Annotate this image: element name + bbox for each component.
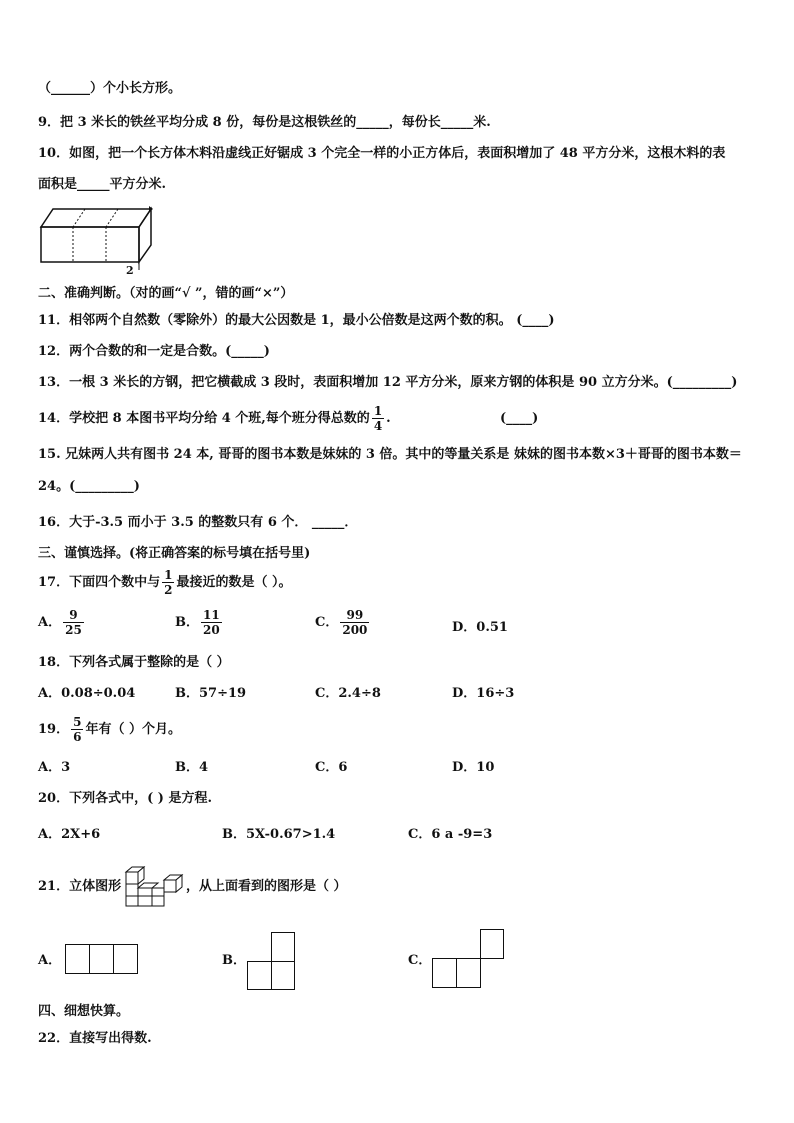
question-10-line2: 面积是_____平方分米. (38, 177, 167, 192)
question-16: 16．大于-3.5 而小于 3.5 的整数只有 6 个． _____． (38, 515, 358, 530)
continued-line: （______）个小长方形。 (38, 81, 182, 96)
q21-c-square-top (480, 929, 504, 959)
q20-option-c[interactable]: C．6 a -9=3 (408, 827, 493, 842)
q17-option-c[interactable]: C． $\frac{99}{200}$ (315, 608, 368, 637)
question-13: 13．一根 3 米长的方钢，把它横截成 3 段时，表面积增加 12 平方分米，原来方钢的体积是 90 立方分米。(_________) (38, 375, 738, 390)
question-19: 19． $\frac{5}{6}$ 年有（ ）个月。 (38, 715, 181, 744)
q19-option-a[interactable]: A．3 (38, 760, 71, 775)
q18-option-c[interactable]: C．2.4÷8 (315, 686, 381, 701)
fraction-five-sixths: $\frac{5}{6}$ (73, 715, 82, 744)
q17-option-b[interactable]: B． $\frac{11}{20}$ (175, 608, 220, 637)
q21-c-square-2 (456, 958, 481, 988)
question-12: 12．两个合数的和一定是合数。(_____) (38, 344, 270, 359)
q21-option-a-label[interactable]: A． (38, 953, 62, 968)
q17-option-d[interactable]: D．0.51 (452, 620, 508, 635)
question-18: 18．下列各式属于整除的是（ ） (38, 655, 230, 670)
q20-option-b[interactable]: B．5X-0.67>1.4 (222, 827, 336, 842)
q21-option-b-label[interactable]: B． (222, 953, 246, 968)
question-14-text: 14．学校把 8 本图书平均分给 4 个班,每个班分得总数的 (38, 411, 370, 426)
question-15-line2: 24。(_________) (38, 479, 140, 494)
fraction-one-quarter: $\frac{1}{4}$ (373, 404, 383, 433)
section-2-heading: 二、准确判断。（对的画“√ ”，错的画“×”） (38, 286, 294, 301)
question-14: 14．学校把 8 本图书平均分给 4 个班,每个班分得总数的 $\frac{1}{4}$ . (38, 404, 391, 433)
q21-a-square-1 (65, 944, 90, 974)
fraction-one-half: $\frac{1}{2}$ (164, 568, 173, 597)
question-14-blank: (____) (500, 411, 539, 426)
question-21-prefix: 21．立体图形 (38, 879, 122, 894)
q18-option-d[interactable]: D．16÷3 (452, 686, 515, 701)
q21-b-square-top (271, 932, 295, 962)
question-21-suffix: ，从上面看到的图形是（ ） (186, 879, 347, 894)
q20-option-a[interactable]: A．2X+6 (38, 827, 101, 842)
question-10-line1: 10．如图，把一个长方体木料沿虚线正好锯成 3 个完全一样的小正方体后，表面积增加了 48 平方分米，这根木料的表 (38, 146, 726, 161)
question-20: 20．下列各式中，( ) 是方程. (38, 791, 212, 806)
question-9: 9．把 3 米长的铁丝平均分成 8 份，每份是这根铁丝的_____，每份长_____米. (38, 115, 491, 130)
q21-b-square-bottom-left (247, 961, 272, 990)
q17-option-a[interactable]: A． $\frac{9}{25}$ (38, 608, 82, 637)
q18-option-b[interactable]: B．57÷19 (175, 686, 247, 701)
question-17: 17．下面四个数中与 $\frac{1}{2}$ 最接近的数是（ ）。 (38, 568, 292, 597)
q21-option-c-label[interactable]: C． (408, 953, 432, 968)
question-11: 11．相邻两个自然数（零除外）的最大公因数是 1，最小公倍数是这两个数的积。 (____) (38, 313, 555, 328)
q19-option-b[interactable]: B．4 (175, 760, 209, 775)
cuboid-figure (38, 203, 158, 275)
section-4-heading: 四、细想快算。 (38, 1004, 130, 1019)
figure-label: 2 (126, 264, 134, 277)
question-22: 22．直接写出得数. (38, 1031, 152, 1046)
q21-a-square-3 (113, 944, 138, 974)
q21-a-square-2 (89, 944, 114, 974)
solid-figure-icon (124, 866, 186, 908)
q19-option-c[interactable]: C．6 (315, 760, 348, 775)
section-3-heading: 三、谨慎选择。(将正确答案的标号填在括号里) (38, 546, 311, 561)
q18-option-a[interactable]: A．0.08÷0.04 (38, 686, 136, 701)
q19-option-d[interactable]: D．10 (452, 760, 495, 775)
q21-b-square-bottom-right (271, 961, 295, 990)
question-15-line1: 15. 兄妹两人共有图书 24 本, 哥哥的图书本数是妹妹的 3 倍。其中的等量关系是 妹妹的图书本数×3＋哥哥的图书本数＝ (38, 447, 742, 462)
q21-c-square-1 (432, 958, 457, 988)
